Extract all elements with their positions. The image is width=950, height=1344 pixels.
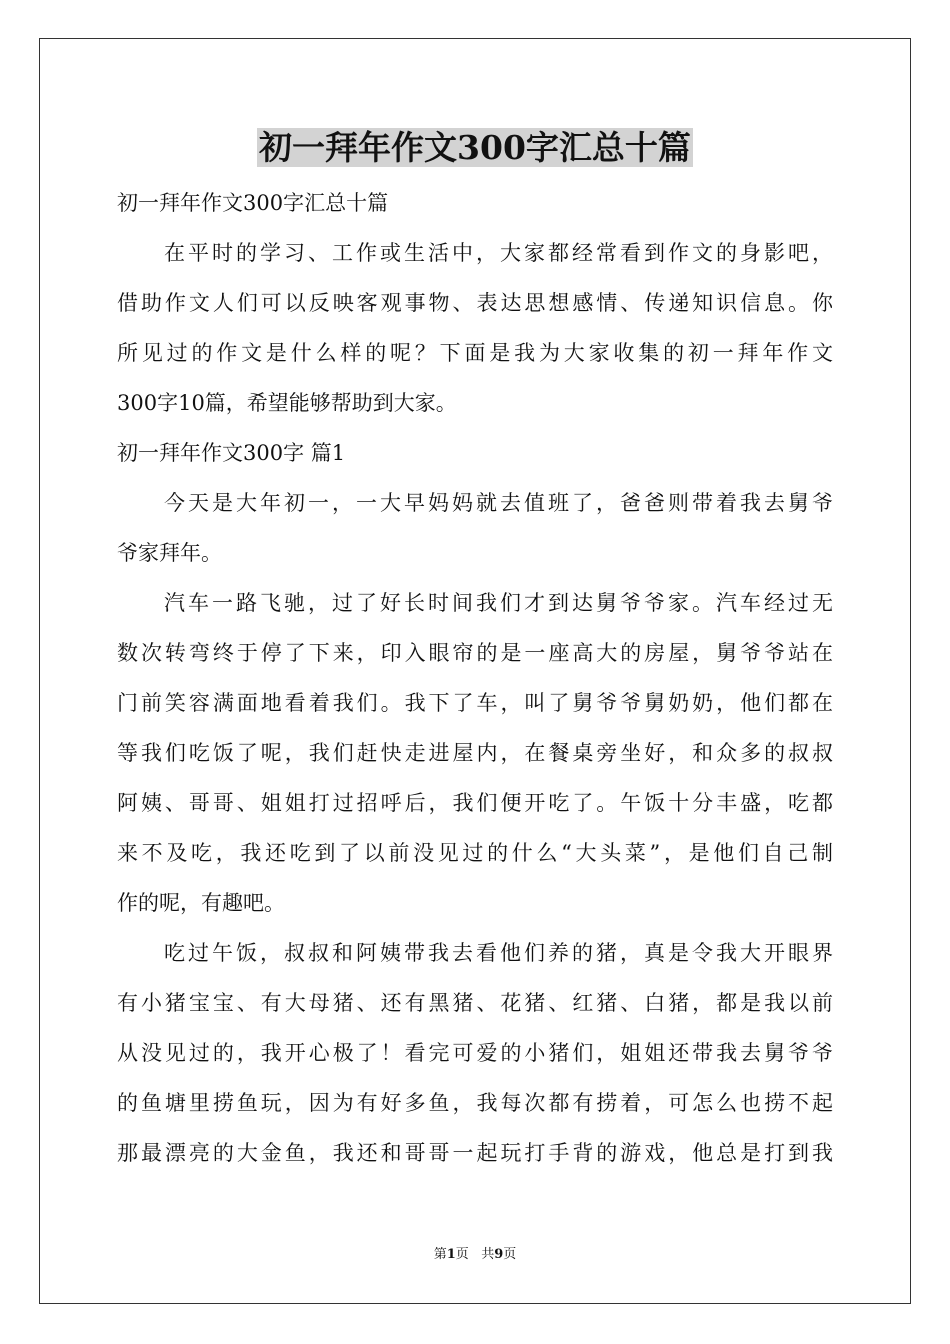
footer-total-prefix: 共 xyxy=(481,1247,495,1262)
text-line: 汽车一路飞驰，过了好长时间我们才到达舅爷爷家。汽车经过无 xyxy=(164,591,833,615)
text-line: 等我们吃饭了呢，我们赶快走进屋内，在餐桌旁坐好，和众多的叔叔 xyxy=(117,741,833,765)
text-line: 那最漂亮的大金鱼，我还和哥哥一起玩打手背的游戏，他总是打到我 xyxy=(117,1141,833,1165)
text-line: 初一拜年作文300字汇总十篇 xyxy=(117,191,389,215)
text-line: 有小猪宝宝、有大母猪、还有黑猪、花猪、红猪、白猪，都是我以前 xyxy=(117,991,833,1015)
footer-page-prefix: 第 xyxy=(433,1247,447,1262)
text-line: 300字10篇，希望能够帮助到大家。 xyxy=(117,391,457,415)
text-line: 今天是大年初一，一大早妈妈就去值班了，爸爸则带着我去舅爷 xyxy=(164,491,833,515)
text-line: 作的呢，有趣吧。 xyxy=(117,891,285,915)
document-title xyxy=(0,122,950,174)
text-line: 阿姨、哥哥、姐姐打过招呼后，我们便开吃了。午饭十分丰盛，吃都 xyxy=(117,791,833,815)
page-footer xyxy=(0,1246,950,1264)
document-title-text: 初一拜年作文300字汇总十篇 xyxy=(259,128,691,167)
text-line: 借助作文人们可以反映客观事物、表达思想感情、传递知识信息。你 xyxy=(117,291,833,315)
footer-page-number: 1 xyxy=(446,1247,456,1262)
footer-total-suffix: 页 xyxy=(503,1247,517,1262)
text-line: 来不及吃，我还吃到了以前没见过的什么“大头菜”，是他们自己制 xyxy=(117,841,833,865)
text-line: 数次转弯终于停了下来，印入眼帘的是一座高大的房屋，舅爷爷站在 xyxy=(117,641,833,665)
text-line: 初一拜年作文300字 篇1 xyxy=(117,441,346,465)
text-line: 吃过午饭，叔叔和阿姨带我去看他们养的猪，真是令我大开眼界 xyxy=(164,941,833,965)
text-line: 的鱼塘里捞鱼玩，因为有好多鱼，我每次都有捞着，可怎么也捞不起 xyxy=(117,1091,833,1115)
text-line: 门前笑容满面地看着我们。我下了车，叫了舅爷爷舅奶奶，他们都在 xyxy=(117,691,833,715)
text-line: 在平时的学习、工作或生活中，大家都经常看到作文的身影吧， xyxy=(164,241,833,265)
footer-total-number: 9 xyxy=(494,1247,504,1262)
text-line: 所见过的作文是什么样的呢？下面是我为大家收集的初一拜年作文 xyxy=(117,341,833,365)
text-line: 从没见过的，我开心极了！看完可爱的小猪们，姐姐还带我去舅爷爷 xyxy=(117,1041,833,1065)
text-line: 爷家拜年。 xyxy=(117,541,222,565)
footer-page-suffix: 页 xyxy=(455,1247,469,1262)
document-body xyxy=(117,178,833,1178)
